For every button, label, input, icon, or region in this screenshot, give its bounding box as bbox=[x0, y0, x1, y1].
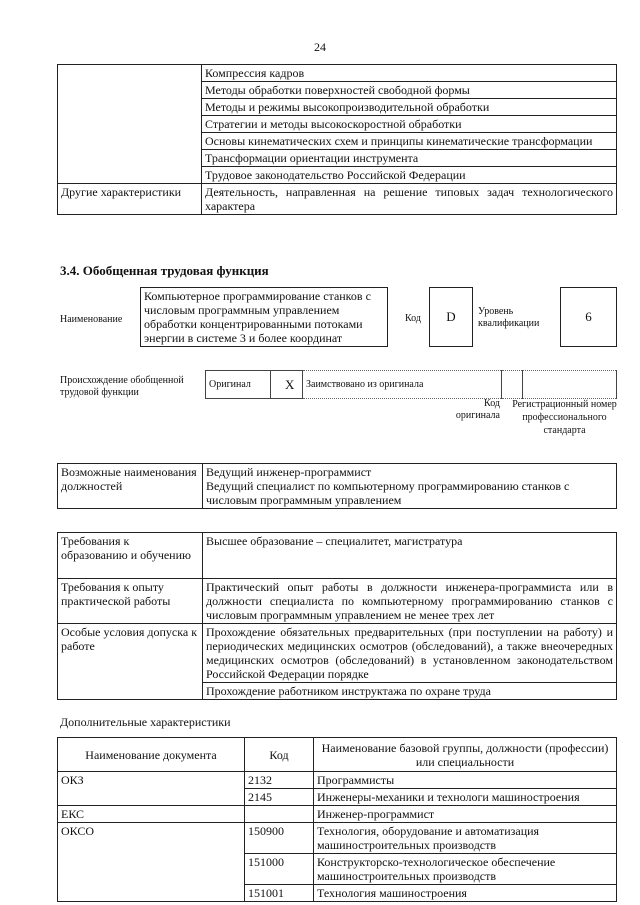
positions-label bbox=[58, 464, 203, 509]
additional-title: Дополнительные характеристики bbox=[60, 715, 231, 729]
page-number: 24 bbox=[314, 40, 326, 54]
knowledge-item: Основы кинематических схем и принципы кинематические трансформации bbox=[202, 133, 617, 150]
level-label: Уровень квалификации bbox=[478, 306, 540, 329]
header-name: Наименование базовой группы, должности (профессии) или специальности bbox=[314, 738, 617, 772]
name-cell: Инженеры-механики и технологи машиностроения bbox=[314, 789, 617, 806]
origin-table bbox=[205, 370, 617, 399]
knowledge-item: Трудовое законодательство Российской Федерации bbox=[202, 167, 617, 184]
education-label: Требования к образованию и обучению bbox=[58, 533, 203, 579]
requirements-table bbox=[57, 532, 617, 700]
name-cell: Технология машиностроения bbox=[314, 885, 617, 902]
section-title: 3.4. Обобщенная трудовая функция bbox=[60, 263, 269, 278]
code-cell: 2145 bbox=[245, 789, 314, 806]
knowledge-item: Трансформации ориентации инструмента bbox=[202, 150, 617, 167]
header-code: Код bbox=[245, 738, 314, 772]
knowledge-item: Методы и режимы высокопроизводительной обработки bbox=[202, 99, 617, 116]
experience-value: Практический опыт работы в должности инженера-программиста или в должности специалиста по компьютерному программированию станков с числовым программным управлением не менее трех лет bbox=[203, 579, 617, 624]
knowledge-item: Методы обработки поверхностей свободной формы bbox=[202, 82, 617, 99]
admission-value: Прохождение обязательных предварительных (при поступлении на работу) и периодических медицинских осмотров (обследований), а также внеочередных медицинских осмотров (обследований) в установленном законодательством Российской Федерации порядке bbox=[203, 624, 617, 683]
name-label: Наименование bbox=[60, 314, 123, 325]
empty-label-cell bbox=[58, 65, 202, 184]
other-characteristics-value: Деятельность, направленная на решение типовых задач технологического характера bbox=[202, 184, 617, 215]
positions-label-text: Возможные наименования должностей bbox=[61, 465, 197, 493]
education-value: Высшее образование – специалитет, магистратура bbox=[203, 533, 617, 579]
reg-number-cell bbox=[523, 371, 617, 399]
admission-label: Особые условия допуска к работе bbox=[58, 624, 203, 700]
code-label: Код bbox=[405, 313, 421, 324]
positions-table bbox=[57, 463, 617, 509]
function-code: D bbox=[429, 287, 473, 347]
table-row bbox=[58, 806, 617, 823]
name-cell: Программисты bbox=[314, 772, 617, 789]
table-row bbox=[58, 772, 617, 789]
name-cell: Конструкторско-технологическое обеспечение машиностроительных производств bbox=[314, 854, 617, 885]
knowledge-table bbox=[57, 64, 617, 215]
table-row bbox=[58, 885, 617, 902]
qualification-level: 6 bbox=[560, 287, 617, 347]
doc-cell bbox=[58, 789, 245, 806]
code-cell: 151000 bbox=[245, 854, 314, 885]
other-characteristics-label: Другие характеристики bbox=[58, 184, 202, 215]
original-mark: X bbox=[271, 371, 303, 399]
positions-values bbox=[203, 464, 617, 509]
code-cell: 150900 bbox=[245, 823, 314, 854]
name-cell: Технология, оборудование и автоматизация машиностроительных производств bbox=[314, 823, 617, 854]
doc-cell: ЕКС bbox=[58, 806, 245, 823]
table-row bbox=[58, 789, 617, 806]
borrowed-label: Заимствовано из оригинала bbox=[303, 371, 502, 399]
experience-label: Требования к опыту практической работы bbox=[58, 579, 203, 624]
caption-reg-number: Регистрационный номер профессионального стандарта bbox=[512, 399, 617, 436]
additional-table bbox=[57, 737, 617, 902]
code-cell bbox=[502, 371, 523, 399]
table-row bbox=[58, 854, 617, 885]
doc-cell bbox=[58, 854, 245, 885]
origin-label: Происхождение обобщенной трудовой функции bbox=[60, 375, 184, 398]
name-cell: Инженер-программист bbox=[314, 806, 617, 823]
knowledge-item: Компрессия кадров bbox=[202, 65, 617, 82]
doc-cell: ОКСО bbox=[58, 823, 245, 854]
header-document: Наименование документа bbox=[58, 738, 245, 772]
code-cell: 151001 bbox=[245, 885, 314, 902]
code-cell bbox=[245, 806, 314, 823]
admission-value: Прохождение работником инструктажа по охране труда bbox=[203, 683, 617, 700]
knowledge-item: Стратегии и методы высокоскоростной обработки bbox=[202, 116, 617, 133]
table-row bbox=[58, 823, 617, 854]
original-label: Оригинал bbox=[206, 371, 271, 399]
position-item: Ведущий специалист по компьютерному программированию станков с числовым программным управлением bbox=[206, 479, 570, 507]
caption-code: Код оригинала bbox=[455, 398, 500, 421]
doc-cell: ОКЗ bbox=[58, 772, 245, 789]
position-item: Ведущий инженер-программист bbox=[206, 465, 372, 479]
function-name: Компьютерное программирование станков с числовым программным управлением обработки концентрированными потоками энергии в системе 3 и более координат bbox=[140, 287, 388, 347]
code-cell: 2132 bbox=[245, 772, 314, 789]
doc-cell bbox=[58, 885, 245, 902]
